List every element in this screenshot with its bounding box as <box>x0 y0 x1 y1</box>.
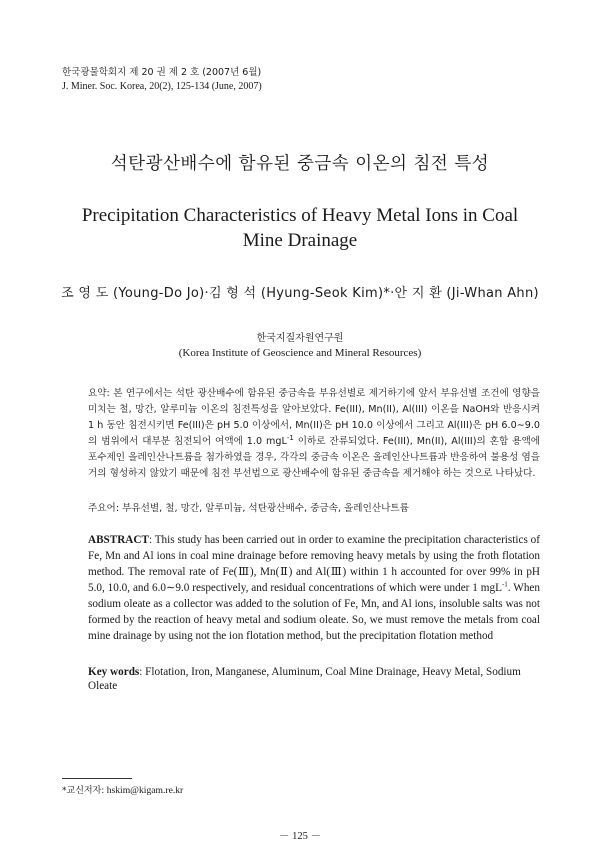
title-korean: 석탄광산배수에 함유된 중금속 이온의 침전 특성 <box>110 154 490 174</box>
journal-line-ko: 한국광물학회지 제 20 권 제 2 호 (2007년 6월) <box>62 67 262 78</box>
abstract-en-text-1: : This study has been carried out in order to examine the precipitation characteristics of Fe, Mn and Al ions in coal mine drainage before removing heavy metals by using the froth flotation method. The removal rate of Fe(Ⅲ), Mn(Ⅱ) and Al(Ⅲ) within 1 h accounted for over 99% in pH 5.0, 10.0, and 6.0∼9.0 respectively, and residual concentrations of which were under 1 mgL <box>88 534 540 594</box>
author-list: 조 영 도 (Young-Do Jo)·김 형 석 (Hyung-Seok Kim)*·안 지 환 (Ji-Whan Ahn) <box>61 286 539 301</box>
affiliation-en: (Korea Institute of Geoscience and Mineral Resources) <box>178 347 422 359</box>
abstract-en-text-2: . When sodium oleate as a collector was added to the solution of Fe, Mn, and Al ions, insoluble salts was not formed by the reaction of heavy metal and sodium oleate. So, we must remove the metals from coal mine drainage by using not the ion flotation method, but the precipitation flotation method <box>88 582 540 642</box>
corresponding-author-footnote <box>62 785 183 797</box>
footnote-label: *교신저자: <box>62 786 105 796</box>
footnote-email: hskim@kigam.re.kr <box>106 785 184 796</box>
abstract-ko-text-1: : 본 연구에서는 석탄 광산배수에 함유된 중금속을 부유선별로 제거하기에 앞서 부유선별 조건에 영향을 미치는 철, 망간, 알루미늄 이온의 침전특성을 알아보았다. Fe(III), Mn(II), Al(III) 이온을 NaOH와 반응시켜 1 h 동안 침전시키면 Fe(III)은 pH 5.0 이상에서, Mn(II)은 pH 10.0 이상에서 그리고 Al(III)은 pH 6.0∼9.0의 범위에서 대부분 침전되어 여액에 1.0 mgL <box>88 388 540 447</box>
footnote-divider <box>62 778 132 779</box>
abstract-english <box>88 532 540 644</box>
keywords-ko-label: 주요어 <box>88 503 116 514</box>
keywords-en-text: : Flotation, Iron, Manganese, Aluminum, Coal Mine Drainage, Heavy Metal, Sodium Oleate <box>88 666 521 692</box>
journal-line-en: J. Miner. Soc. Korea, 20(2), 125-134 (June, 2007) <box>62 81 262 92</box>
keywords-korean <box>88 502 540 516</box>
abstract-ko-label: 요약 <box>88 388 107 399</box>
abstract-ko-text-2: 이하로 잔류되었다. Fe(III), Mn(II), Al(III)의 혼합 용액에 포수제인 올레인산나트륨을 첨가하였을 경우, 각각의 중금속 이온은 올레인산나트륨과 반응하여 불용성 염을 거의 형성하지 않았기 때문에 침전 부선법으로 광산배수에 함유된 중금속을 제거해야 하는 것으로 나타났다. <box>88 436 540 479</box>
abstract-en-superscript: -1 <box>501 580 508 589</box>
keywords-en-label: Key words <box>88 666 140 678</box>
abstract-ko-superscript: -1 <box>286 433 294 442</box>
affiliation <box>0 332 600 360</box>
abstract-en-label: ABSTRACT <box>88 534 149 546</box>
keywords-english <box>88 665 548 693</box>
keywords-ko-text: : 부유선별, 철, 망간, 알루미늄, 석탄광산배수, 중금속, 올레인산나트륨 <box>115 503 409 514</box>
title-english: Precipitation Characteristics of Heavy Metal Ions in Coal Mine Drainage <box>81 205 519 251</box>
abstract-korean <box>88 386 540 482</box>
affiliation-ko: 한국지질자원연구원 <box>256 333 344 344</box>
page-number: － 125 － <box>279 831 321 842</box>
journal-header <box>62 66 262 94</box>
